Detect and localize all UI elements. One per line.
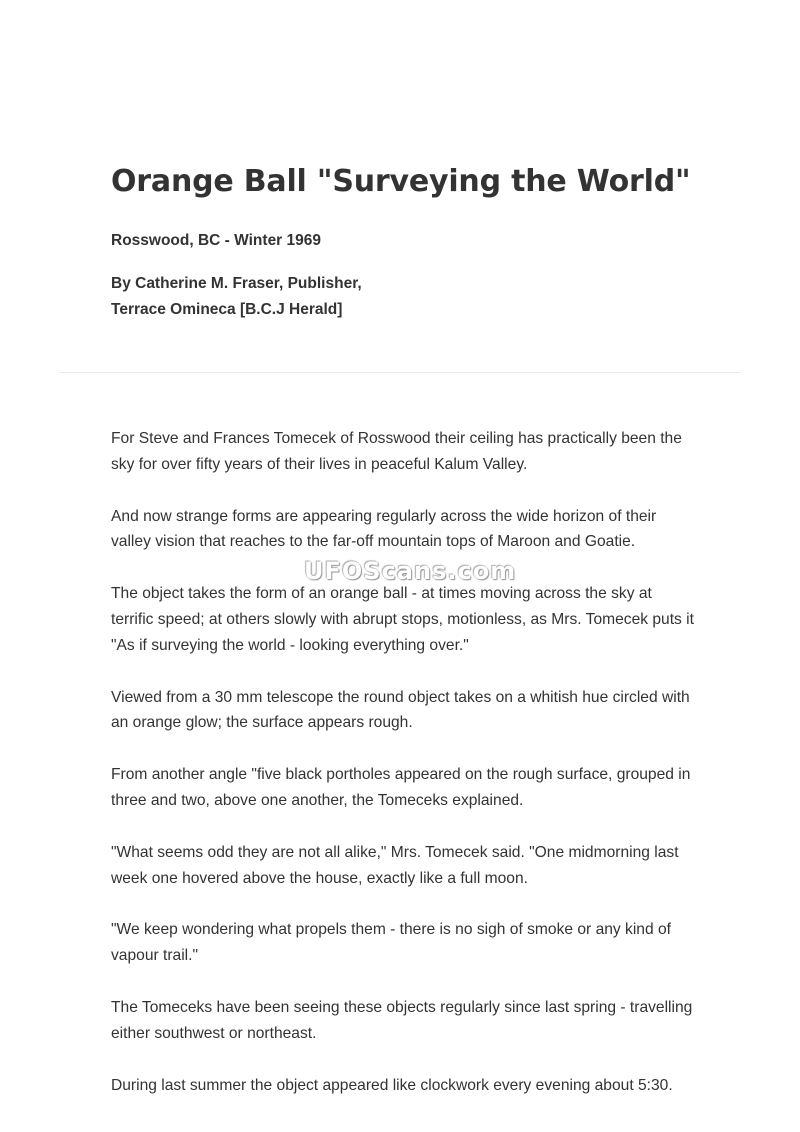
watermark: UFOScans.com: [304, 557, 517, 585]
article-paragraph: "We keep wondering what propels them - there is no sigh of smoke or any kind of vapour trail.": [111, 921, 671, 965]
header-divider: [60, 372, 740, 373]
byline-publication: Terrace Omineca [B.C.J Herald]: [111, 301, 343, 318]
byline: [111, 271, 362, 323]
article-header: [111, 160, 751, 204]
page-title: Orange Ball "Surveying the World": [111, 164, 691, 199]
article-paragraph: For Steve and Frances Tomecek of Rosswood their ceiling has practically been the sky for over fifty years of their lives in peaceful Kalum Valley.: [111, 430, 682, 473]
article-paragraph: The Tomeceks have been seeing these objects regularly since last spring - travelling either southwest or northeast.: [111, 998, 693, 1042]
byline-author: By Catherine M. Fraser, Publisher,: [111, 275, 362, 292]
article-paragraph: Viewed from a 30 mm telescope the round object takes on a whitish hue circled with an orange glow; the surface appears rough.: [111, 688, 690, 732]
dateline: Rosswood, BC - Winter 1969: [111, 232, 322, 249]
article-paragraph: During last summer the object appeared like clockwork every evening about 5:30.: [111, 1076, 673, 1094]
article-paragraph: The object takes the form of an orange ball - at times moving across the sky at terrific speed; at others slowly with abrupt stops, motionless, as Mrs. Tomecek puts it "As if surveying the world - looking everything over.": [111, 585, 694, 654]
article-body: [111, 426, 696, 1124]
article-paragraph: From another angle "five black portholes appeared on the rough surface, grouped in three and two, above one another, the Tomeceks explained.: [111, 766, 691, 809]
article-paragraph: And now strange forms are appearing regularly across the wide horizon of their valley vision that reaches to the far-off mountain tops of Maroon and Goatie.: [111, 507, 657, 551]
article-paragraph: "What seems odd they are not all alike," Mrs. Tomecek said. "One midmorning last week one hovered above the house, exactly like a full moon.: [111, 843, 679, 887]
